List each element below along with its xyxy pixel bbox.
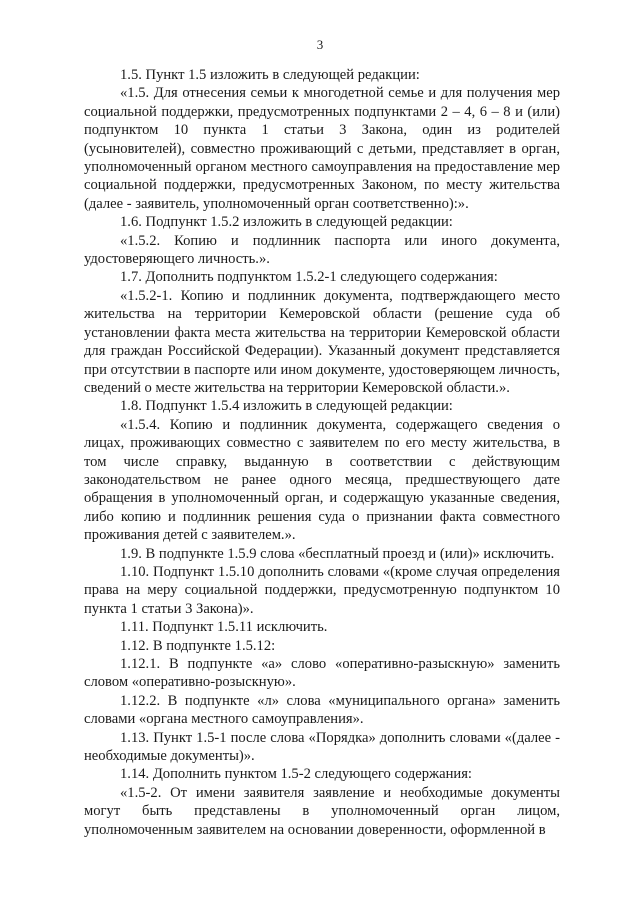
document-body (84, 66, 560, 839)
page-number: 3 (316, 37, 324, 52)
paragraph-1-13: 1.13. Пункт 1.5-1 после слова «Порядка» дополнить словами «(далее - необходимые документы)». (84, 729, 560, 765)
paragraph-1-14-heading: 1.14. Дополнить пунктом 1.5-2 следующего содержания: (120, 766, 472, 783)
paragraph-1-10: 1.10. Подпункт 1.5.10 дополнить словами «(кроме случая определения права на меру социальной поддержки, предусмотренную подпунктом 10 пункта 1 статьи 3 Закона)». (84, 563, 560, 617)
paragraph-1-8-heading: 1.8. Подпункт 1.5.4 изложить в следующей редакции: (120, 398, 453, 415)
paragraph-1-5-2-text: «1.5.2. Копию и подлинник паспорта или иного документа, удостоверяющего личность.». (84, 232, 560, 268)
paragraph-1-6-heading: 1.6. Подпункт 1.5.2 изложить в следующей редакции: (120, 214, 453, 231)
paragraph-1-5-2-new-text: «1.5-2. От имени заявителя заявление и необходимые документы могут быть представлены в уполномоченный орган лицом, уполномоченным заявителем на основании доверенности, оформленной в (84, 784, 560, 838)
paragraph-1-12-2: 1.12.2. В подпункте «л» слова «муниципального органа» заменить словами «органа местного самоуправления». (84, 692, 560, 728)
paragraph-1-7-heading: 1.7. Дополнить подпунктом 1.5.2-1 следующего содержания: (120, 269, 498, 286)
paragraph-1-5-2-1-text: «1.5.2-1. Копию и подлинник документа, подтверждающего место жительства на территории Кемеровской области (решение суда об установлении факта места жительства на территории Кемеровской области для граждан Российской Федерации). Указанный документ представляется при отсутствии в паспорте или ином документе, удостоверяющем личность, сведений о месте жительства на территории Кемеровской области.». (84, 287, 560, 396)
paragraph-1-12-1: 1.12.1. В подпункте «а» слово «оперативно-разыскную» заменить словом «оперативно-розыскную». (84, 656, 560, 691)
paragraph-1-11: 1.11. Подпункт 1.5.11 исключить. (120, 619, 328, 636)
paragraph-1-12: 1.12. В подпункте 1.5.12: (120, 637, 276, 654)
paragraph-1-5-heading: 1.5. Пункт 1.5 изложить в следующей редакции: (120, 67, 420, 83)
paragraph-1-5-text: «1.5. Для отнесения семьи к многодетной семье и для получения мер социальной поддержки, предусмотренных подпунктами 2 – 4, 6 – 8 и (или) подпунктом 10 пункта 1 статьи 3 Закона, один из родителей (усыновителей), совместно проживающий с детьми, представляет в орган, уполномоченный органом местного самоуправления на предоставление мер социальной поддержки, предусмотренных Законом, по месту жительства (далее - заявитель, уполномоченный орган соответственно):». (84, 85, 560, 212)
paragraph-1-9: 1.9. В подпункте 1.5.9 слова «бесплатный проезд и (или)» исключить. (120, 545, 555, 562)
paragraph-1-5-4-text: «1.5.4. Копию и подлинник документа, содержащего сведения о лицах, проживающих совместно с заявителем по его месту жительства, в том числе справку, выданную в соответствии с действующим законодательством не ранее одного месяца, предшествующего дате обращения в уполномоченный орган, и содержащую указанные сведения, либо копию и подлинник решения суда о признании факта совместного проживания детей с заявителем.». (84, 416, 560, 544)
